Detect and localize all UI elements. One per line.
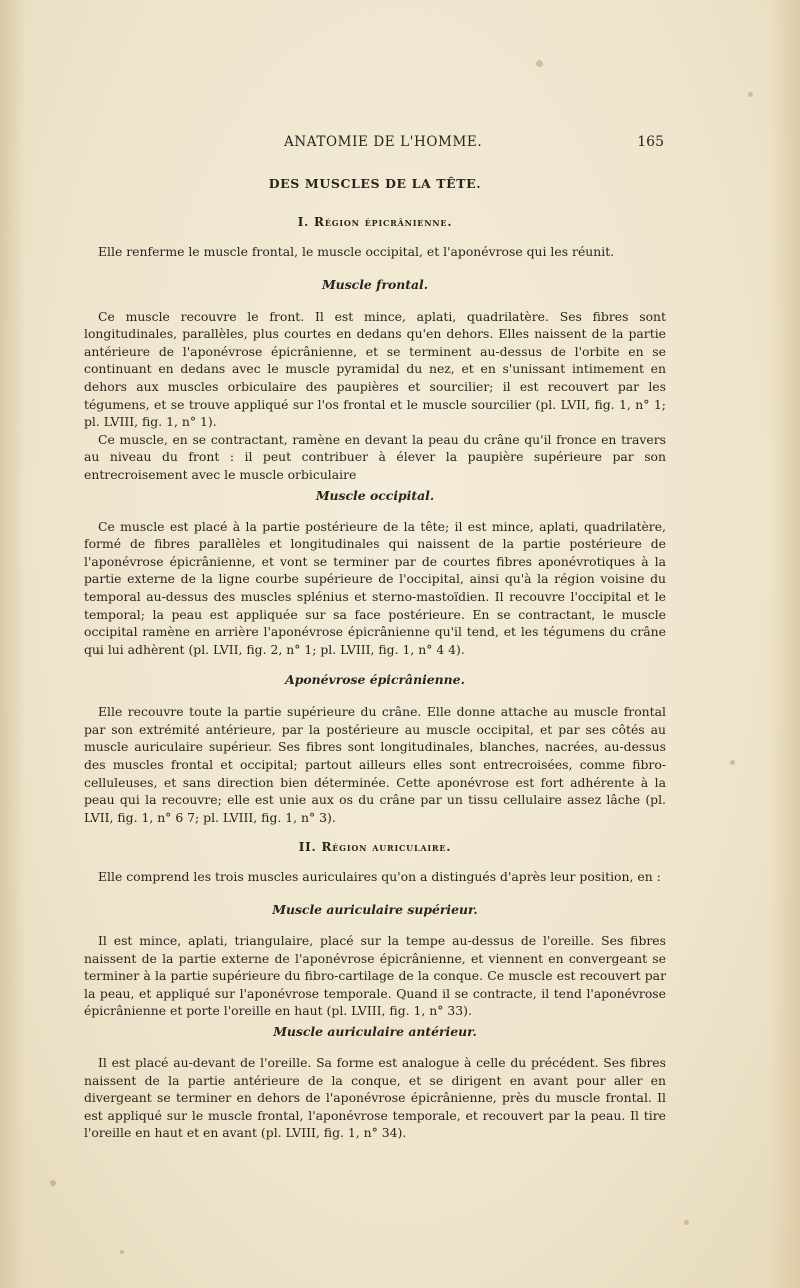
paragraph: Ce muscle recouvre le front. Il est mince, aplati, quadrilatère. Ses fibres sont longitudinales, parallèles, plus courtes en dedans qu'en dehors. Elles naissent de la partie antérieure de l'aponévrose épicrânienne, et se terminent au-dessus de l'orbite en se continuant en dedans avec le muscle pyramidal du nez, et en s'unissant intimement en dehors aux muscles orbiculaire des paupières et sourcilier; il est recouvert par les tégumens, et se trouve appliqué sur l'os frontal et le muscle sourcilier (pl. LVII, fig. 1, n° 1; pl. LVIII, fig. 1, n° 1).: [84, 308, 666, 430]
region-intro: Elle renferme le muscle frontal, le muscle occipital, et l'aponévrose qui les réunit.: [98, 244, 615, 259]
page-header: [84, 134, 664, 154]
chapter-title: DES MUSCLES DE LA TÊTE.: [268, 176, 482, 191]
foxing-spot: [120, 1250, 124, 1254]
region-heading-auriculaire: II. Région auriculaire.: [298, 840, 452, 855]
paragraph: Ce muscle est placé à la partie postérieure de la tête; il est mince, aplati, quadrilatère, formé de fibres parallèles et longitudinales qui naissent de la partie postérieure de l'aponévrose épicrânienne, et vont se terminer par de courtes fibres aponévrotiques à la partie externe de la ligne courbe supérieure de l'occipital, ainsi qu'à la région voisine du temporal au-dessus des muscles splénius et sterno-mastoïdien. Il recouvre l'occipital et le temporal; la peau est appliquée sur sa face postérieure. En se contractant, le muscle occipital ramène en arrière l'aponévrose épicrânienne qu'il tend, et les tégumens du crâne qui lui adhèrent (pl. LVII, fig. 2, n° 1; pl. LVIII, fig. 1, n° 4 4).: [84, 518, 666, 657]
page-body: [84, 176, 666, 1142]
muscle-heading-frontal: Muscle frontal.: [321, 276, 429, 292]
foxing-spot: [50, 1180, 56, 1186]
page-edge-shadow-left: [0, 0, 26, 1288]
page-edge-shadow-right: [770, 0, 800, 1288]
page-number: 165: [637, 134, 664, 150]
paragraph: Il est mince, aplati, triangulaire, placé sur la tempe au-dessus de l'oreille. Ses fibres naissent de la partie externe de l'aponévrose épicrânienne, et viennent en convergeant se terminer à la partie supérieure du fibro-cartilage de la conque. Ce muscle est recouvert par la peau, et appliqué sur l'aponévrose temporale. Quand il se contracte, il tend l'aponévrose épicrânienne et porte l'oreille en haut (pl. LVIII, fig. 1, n° 33).: [84, 933, 666, 1019]
region-intro: Elle comprend les trois muscles auriculaires qu'on a distingués d'après leur position, en :: [98, 869, 661, 885]
region-heading-epicranienne: I. Région épicrânienne.: [297, 215, 453, 229]
muscle-heading-auriculaire-superieur: Muscle auriculaire supérieur.: [272, 902, 478, 918]
muscle-heading-auriculaire-anterieur: Muscle auriculaire antérieur.: [273, 1024, 477, 1039]
foxing-spot: [536, 60, 543, 67]
muscle-heading-occipital: Muscle occipital.: [315, 487, 435, 503]
running-title: ANATOMIE DE L'HOMME.: [284, 134, 483, 150]
paragraph: Il est placé au-devant de l'oreille. Sa forme est analogue à celle du précédent. Ses fibres naissent de la partie antérieure de la conque, et se dirigent en avant pour aller en divergeant se terminer en dehors de l'aponévrose épicrânienne, près du muscle frontal. Il est appliqué sur le muscle frontal, l'aponévrose temporale, et recouvert par la peau. Il tire l'oreille en haut et en avant (pl. LVIII, fig. 1, n° 34).: [84, 1055, 666, 1141]
foxing-spot: [684, 1220, 689, 1225]
foxing-spot: [748, 92, 753, 97]
foxing-spot: [730, 760, 735, 765]
muscle-heading-aponevrose: Aponévrose épicrânienne.: [285, 672, 465, 688]
paragraph: Ce muscle, en se contractant, ramène en devant la peau du crâne qu'il fronce en travers au niveau du front : il peut contribuer à élever la paupière supérieure par son entrecroisement avec le muscle orbiculaire: [84, 431, 666, 482]
paragraph: Elle recouvre toute la partie supérieure du crâne. Elle donne attache au muscle frontal par son extrémité antérieure, par la postérieure au muscle occipital, et par ses côtés au muscle auriculaire supérieur. Ses fibres sont longitudinales, blanches, nacrées, au-dessus des muscles frontal et occipital; partout ailleurs elles sont entrecroisées, comme fibro-celluleuses, et sans direction bien déterminée. Cette aponévrose est fort adhérente à la peau qui la recouvre; elle est unie aux os du crâne par un tissu cellulaire assez lâche (pl. LVII, fig. 1, n° 6 7; pl. LVIII, fig. 1, n° 3).: [84, 704, 666, 825]
